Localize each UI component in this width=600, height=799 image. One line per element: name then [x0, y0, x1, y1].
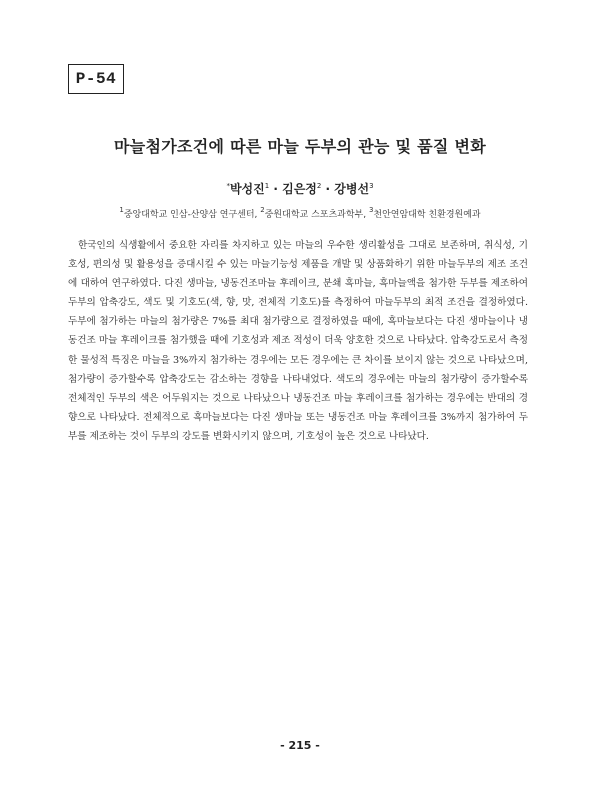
corresponding-author-marker: * [226, 182, 230, 190]
author-name: 박성진 [229, 182, 265, 196]
affiliation-text: 중원대학교 스포츠과학부, [264, 210, 369, 220]
author-name: 강병선 [334, 182, 370, 196]
paper-title: 마늘첨가조건에 따른 마늘 두부의 관능 및 품질 변화 [114, 137, 486, 156]
author-affiliation-ref: 1 [264, 182, 270, 190]
abstract-body: 한국인의 식생활에서 중요한 자리를 차지하고 있는 마늘의 우수한 생리활성을 그대로 보존하며, 취식성, 기호성, 편의성 및 활용성을 증대시킬 수 있는 마늘기능성 제품을 개발 및 상품화하기 위한 마늘두부의 제조 조건에 대하여 연구하였다. 다진 생마늘, 냉동건조마늘 후레이크, 분쇄 흑마늘, 흑마늘액을 첨가한 두부를 제조하여 두부의 압축강도, 색도 및 기호도(색, 향, 맛, 전체적 기호도)를 측정하여 마늘두부의 최적 조건을 결정하였다. 두부에 첨가하는 마늘의 첨가량은 7%를 최대 첨가량으로 결정하였을 때에, 흑마늘보다는 다진 생마늘이나 냉동건조 마늘 후레이크를 첨가했을 때에 기호성과 제조 적성이 더욱 양호한 것으로 나타났다. 압축강도로서 측정한 물성적 특징은 마늘을 3%까지 첨가하는 경우에는 모든 경우에는 큰 차이를 보이지 않는 것으로 나타났으며, 첨가량이 증가할수록 압축강도는 감소하는 경향을 나타내었다. 색도의 경우에는 마늘의 첨가량이 증가할수록 전체적인 두부의 색은 어두워지는 것으로 나타났으나 냉동건조 마늘 후레이크를 첨가하는 경우에는 반대의 경향으로 나타났다. 전체적으로 흑마늘보다는 다진 생마늘 또는 냉동건조 마늘 후레이크를 3%까지 첨가하여 두부를 제조하는 것이 두부의 강도를 변화시키지 않으며, 기호성이 높은 것으로 나타났다. [68, 240, 528, 442]
author-affiliation-ref: 2 [316, 182, 322, 190]
affiliation-number: 3 [368, 206, 374, 214]
poster-id-box: P-54 [68, 64, 124, 94]
affiliation-line [0, 206, 600, 220]
affiliation-text: 천안연암대학 친환경원예과 [373, 210, 481, 220]
author-separator: · [321, 182, 335, 196]
author-name: 김은정 [282, 182, 317, 196]
affiliation-number: 1 [119, 206, 124, 214]
author-line [0, 180, 600, 197]
author-affiliation-ref: 3 [369, 182, 374, 190]
affiliation-text: 중앙대학교 인삼-산양삼 연구센터, [123, 210, 261, 220]
affiliation-number: 2 [260, 206, 265, 214]
author-separator: · [269, 182, 283, 196]
page-number: - 215 - [280, 739, 320, 752]
